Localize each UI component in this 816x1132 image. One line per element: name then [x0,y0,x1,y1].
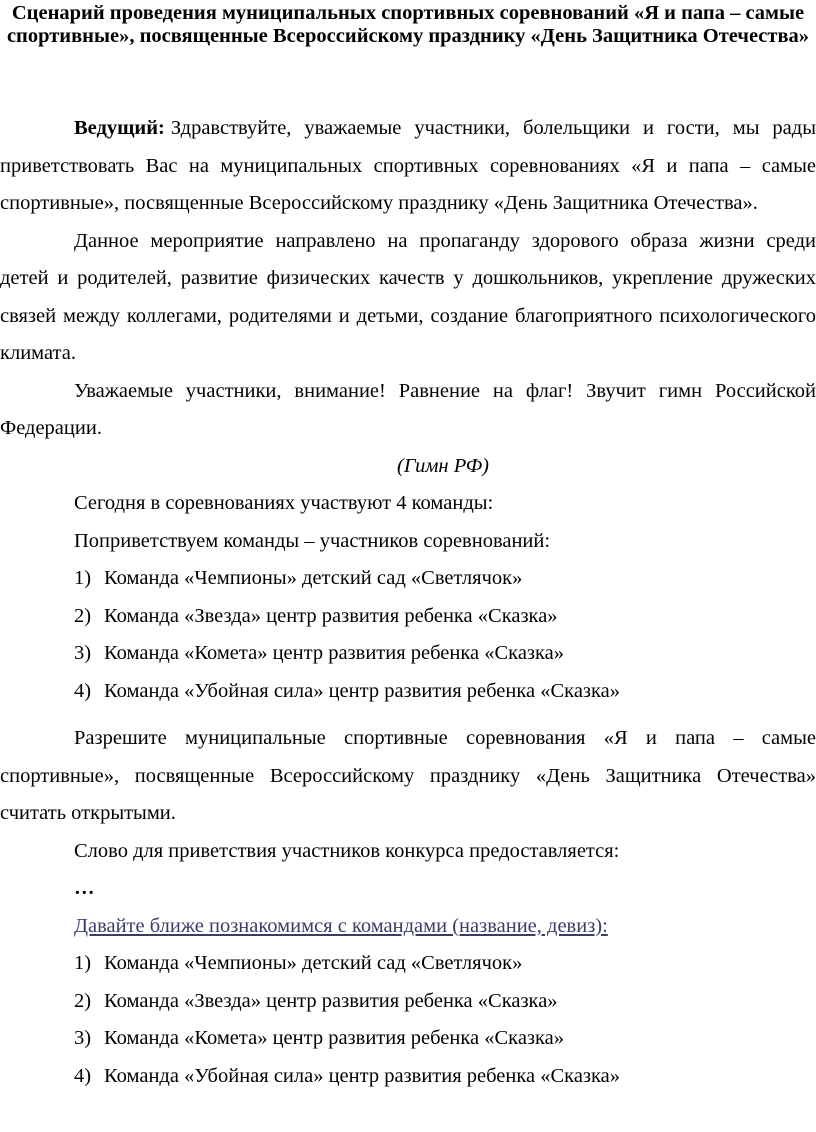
list-item [0,635,816,673]
teams-count-line: Сегодня в соревнованиях участвуют 4 команды: [74,492,494,514]
list-item [0,945,816,983]
document-title: Сценарий проведения муниципальных спортивных соревнований «Я и папа – самые спортивные», посвященные Всероссийскому празднику «День Защитника Отечества» [6,2,810,47]
list-item-number: 4) [74,1064,92,1087]
list-item [0,1058,816,1096]
speaker-label: Ведущий: [74,117,165,139]
list-item-text: Команда «Убойная сила» центр развития ребенка «Сказка» [104,679,621,702]
spacer [0,710,816,720]
flag-call-paragraph: Уважаемые участники, внимание! Равнение на флаг! Звучит гимн Российской Федерации. [0,379,816,439]
list-item-text: Команда «Комета» центр развития ребенка «Сказка» [104,642,565,664]
get-acquainted-link[interactable]: Давайте ближе познакомимся с командами (название, девиз): [74,914,608,937]
list-item-number: 1) [74,952,92,974]
list-item-text: Команда «Чемпионы» детский сад «Светлячок» [104,952,523,974]
list-item-number: 2) [74,989,92,1012]
greet-teams-line: Поприветствуем команды – участников соревнований: [74,529,551,552]
list-item [0,1020,816,1058]
list-item-text: Команда «Комета» центр развития ребенка «Сказка» [104,1027,565,1049]
teams-list [0,560,816,710]
ellipsis-line: … [74,877,95,899]
list-item-number: 3) [74,1027,92,1049]
list-item-number: 1) [74,567,92,589]
welcome-word-line: Слово для приветствия участников конкурса предоставляется: [74,839,620,862]
list-item-number: 3) [74,642,92,664]
list-item [0,598,816,636]
list-item [0,560,816,598]
intro-text: Здравствуйте, уважаемые участники, болельщики и гости, мы рады приветствовать Вас на муниципальных спортивных соревнованиях «Я и папа – самые спортивные», посвященные Всероссийскому празднику «День Защитника Отечества». [0,117,816,214]
opening-paragraph: Разрешите муниципальные спортивные соревнования «Я и папа – самые спортивные», посвященные Всероссийскому празднику «День Защитника Отечества» считать открытыми. [0,727,816,824]
list-item-text: Команда «Звезда» центр развития ребенка «Сказка» [104,604,558,627]
list-item-text: Команда «Звезда» центр развития ребенка «Сказка» [104,989,558,1012]
document-body [0,110,816,1095]
list-item [0,983,816,1021]
intro-paragraph [0,110,816,223]
list-item-number: 4) [74,679,92,702]
purpose-paragraph: Данное мероприятие направлено на пропаганду здорового образа жизни среди детей и родителей, развитие физических качеств у дошкольников, укрепление дружеских связей между коллегами, родителями и детьми, создание благоприятного психологического климата. [0,229,816,364]
list-item-text: Команда «Убойная сила» центр развития ребенка «Сказка» [104,1064,621,1087]
list-item-text: Команда «Чемпионы» детский сад «Светлячок» [104,567,523,589]
teams-list-second [0,945,816,1095]
list-item [0,673,816,711]
list-item-number: 2) [74,604,92,627]
anthem-note: (Гимн РФ) [397,454,490,477]
